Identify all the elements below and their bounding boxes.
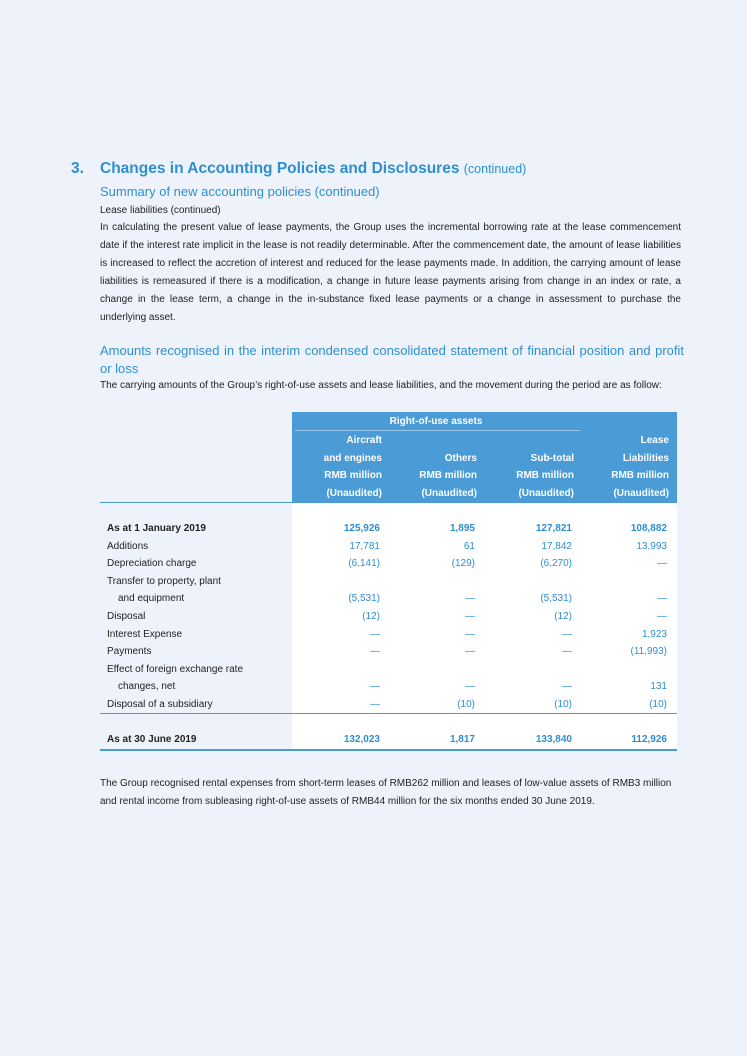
cell-subtotal: 17,842 <box>541 540 572 552</box>
column-header-line <box>482 432 574 450</box>
cell-lease-liabilities: — <box>657 610 667 622</box>
cell-others: 1,817 <box>449 734 475 745</box>
cell-aircraft: (12) <box>362 610 380 622</box>
table-row <box>100 643 677 661</box>
table-row <box>100 573 677 591</box>
bottom-rule <box>100 749 677 751</box>
cell-aircraft: — <box>370 646 380 658</box>
row-label: As at 1 January 2019 <box>107 523 206 534</box>
column-header-line <box>385 432 477 450</box>
column-header-subtotal <box>482 432 574 502</box>
column-header-line: Liabilities <box>622 452 669 464</box>
cell-others: 61 <box>463 540 475 552</box>
cell-aircraft: (5,531) <box>348 593 380 605</box>
table-row <box>100 538 677 556</box>
section-number: 3. <box>71 160 84 177</box>
row-label: Disposal <box>107 610 146 622</box>
table-body <box>100 520 677 714</box>
cell-lease-liabilities: (10) <box>649 698 667 710</box>
cell-subtotal: (6,270) <box>540 558 572 570</box>
column-header-line: RMB million <box>324 470 382 481</box>
row-label: Additions <box>107 540 149 552</box>
cell-lease-liabilities: 131 <box>650 681 667 693</box>
cell-aircraft: — <box>370 698 380 710</box>
row-label: Payments <box>107 646 152 658</box>
table-row <box>100 520 677 538</box>
cell-others: — <box>465 646 475 658</box>
row-label: and equipment <box>118 593 185 605</box>
subheading: Summary of new accounting policies (continued) <box>100 184 380 199</box>
subtotal-rule <box>100 713 677 714</box>
cell-aircraft: (6,141) <box>348 558 380 570</box>
footer-paragraph: The Group recognised rental expenses from short-term leases of RMB262 million and leases of low-value assets of RMB3 million and rental income from subleasing right-of-use assets of RMB44 million for the six months ended 30 June 2019. <box>100 778 672 807</box>
row-label: changes, net <box>118 681 176 693</box>
row-label: Interest Expense <box>107 628 183 640</box>
column-header-lease-liabilities <box>577 432 669 502</box>
cell-aircraft: 17,781 <box>349 540 380 552</box>
group-header: Right-of-use assets <box>389 416 483 427</box>
cell-others: — <box>465 610 475 622</box>
section-title: Changes in Accounting Policies and Disclosures <box>100 160 460 177</box>
cell-lease-liabilities: 112,926 <box>631 734 667 745</box>
cell-subtotal: — <box>562 681 572 693</box>
cell-subtotal: (10) <box>554 698 572 710</box>
amounts-heading: Amounts recognised in the interim condensed consolidated statement of financial position and profit or loss <box>100 343 684 376</box>
column-header-line: (Unaudited) <box>518 487 574 499</box>
cell-subtotal: (5,531) <box>540 593 572 605</box>
cell-subtotal: — <box>562 646 572 658</box>
row-label: As at 30 June 2019 <box>107 734 197 745</box>
header-rule <box>100 502 677 503</box>
table-row <box>100 626 677 644</box>
column-header-line: (Unaudited) <box>326 487 382 499</box>
table-row <box>100 696 677 714</box>
small-heading: Lease liabilities (continued) <box>100 205 221 216</box>
column-header-aircraft <box>290 432 382 502</box>
column-header-line: RMB million <box>419 470 477 481</box>
column-header-line: and engines <box>323 452 382 464</box>
row-label: Transfer to property, plant <box>107 575 221 587</box>
row-label: Effect of foreign exchange rate <box>107 663 244 675</box>
cell-others: — <box>465 628 475 640</box>
cell-aircraft: 132,023 <box>343 734 380 745</box>
column-header-line: Sub-total <box>530 452 574 464</box>
cell-lease-liabilities: — <box>657 558 667 570</box>
amounts-intro: The carrying amounts of the Group’s right-of-use assets and lease liabilities, and the movement during the period are as follow: <box>100 380 662 391</box>
cell-others: (129) <box>451 558 475 570</box>
column-header-line: (Unaudited) <box>421 487 477 499</box>
column-header-line: RMB million <box>611 470 669 481</box>
column-header-line: Lease <box>640 435 669 446</box>
body-paragraph: In calculating the present value of lease payments, the Group uses the incremental borrowing rate at the lease commencement date if the interest rate implicit in the lease is not readily determinable. After the commencement date, the amount of lease liabilities is increased to reflect the accretion of interest and reduced for the lease payments made. In addition, the carrying amount of lease liabilities is remeasured if there is a modification, a change in future lease payments arising from change in an index or rate, a change in the lease term, a change in the in-substance fixed lease payments or a change in assessment to purchase the underlying asset. <box>100 222 681 323</box>
total-row <box>100 731 677 749</box>
cell-subtotal: 133,840 <box>535 734 572 745</box>
column-header-line: RMB million <box>516 470 574 481</box>
column-header-others <box>385 432 477 502</box>
cell-subtotal: (12) <box>554 610 572 622</box>
cell-subtotal: 127,821 <box>535 523 572 534</box>
cell-others: — <box>465 593 475 605</box>
cell-aircraft: — <box>370 628 380 640</box>
section-heading <box>71 160 526 178</box>
cell-others: — <box>465 681 475 693</box>
cell-others: 1,895 <box>449 523 475 534</box>
cell-aircraft: — <box>370 681 380 693</box>
group-header-rule <box>295 430 580 431</box>
cell-lease-liabilities: 13,993 <box>636 540 667 552</box>
table-row <box>100 608 677 626</box>
table-row <box>100 678 677 696</box>
table-row <box>100 590 677 608</box>
cell-lease-liabilities: — <box>657 593 667 605</box>
column-header-line: (Unaudited) <box>613 487 669 499</box>
cell-subtotal: — <box>562 628 572 640</box>
cell-lease-liabilities: (11,993) <box>630 646 667 658</box>
cell-others: (10) <box>457 698 475 710</box>
table-row <box>100 661 677 679</box>
row-label: Disposal of a subsidiary <box>107 698 213 710</box>
column-header-line: Aircraft <box>346 435 382 446</box>
cell-lease-liabilities: 1,923 <box>641 628 667 640</box>
column-header-line: Others <box>444 452 477 464</box>
section-continued: (continued) <box>463 162 527 176</box>
cell-aircraft: 125,926 <box>343 523 380 534</box>
row-label: Depreciation charge <box>107 558 197 570</box>
cell-lease-liabilities: 108,882 <box>630 523 667 534</box>
table-row <box>100 555 677 573</box>
